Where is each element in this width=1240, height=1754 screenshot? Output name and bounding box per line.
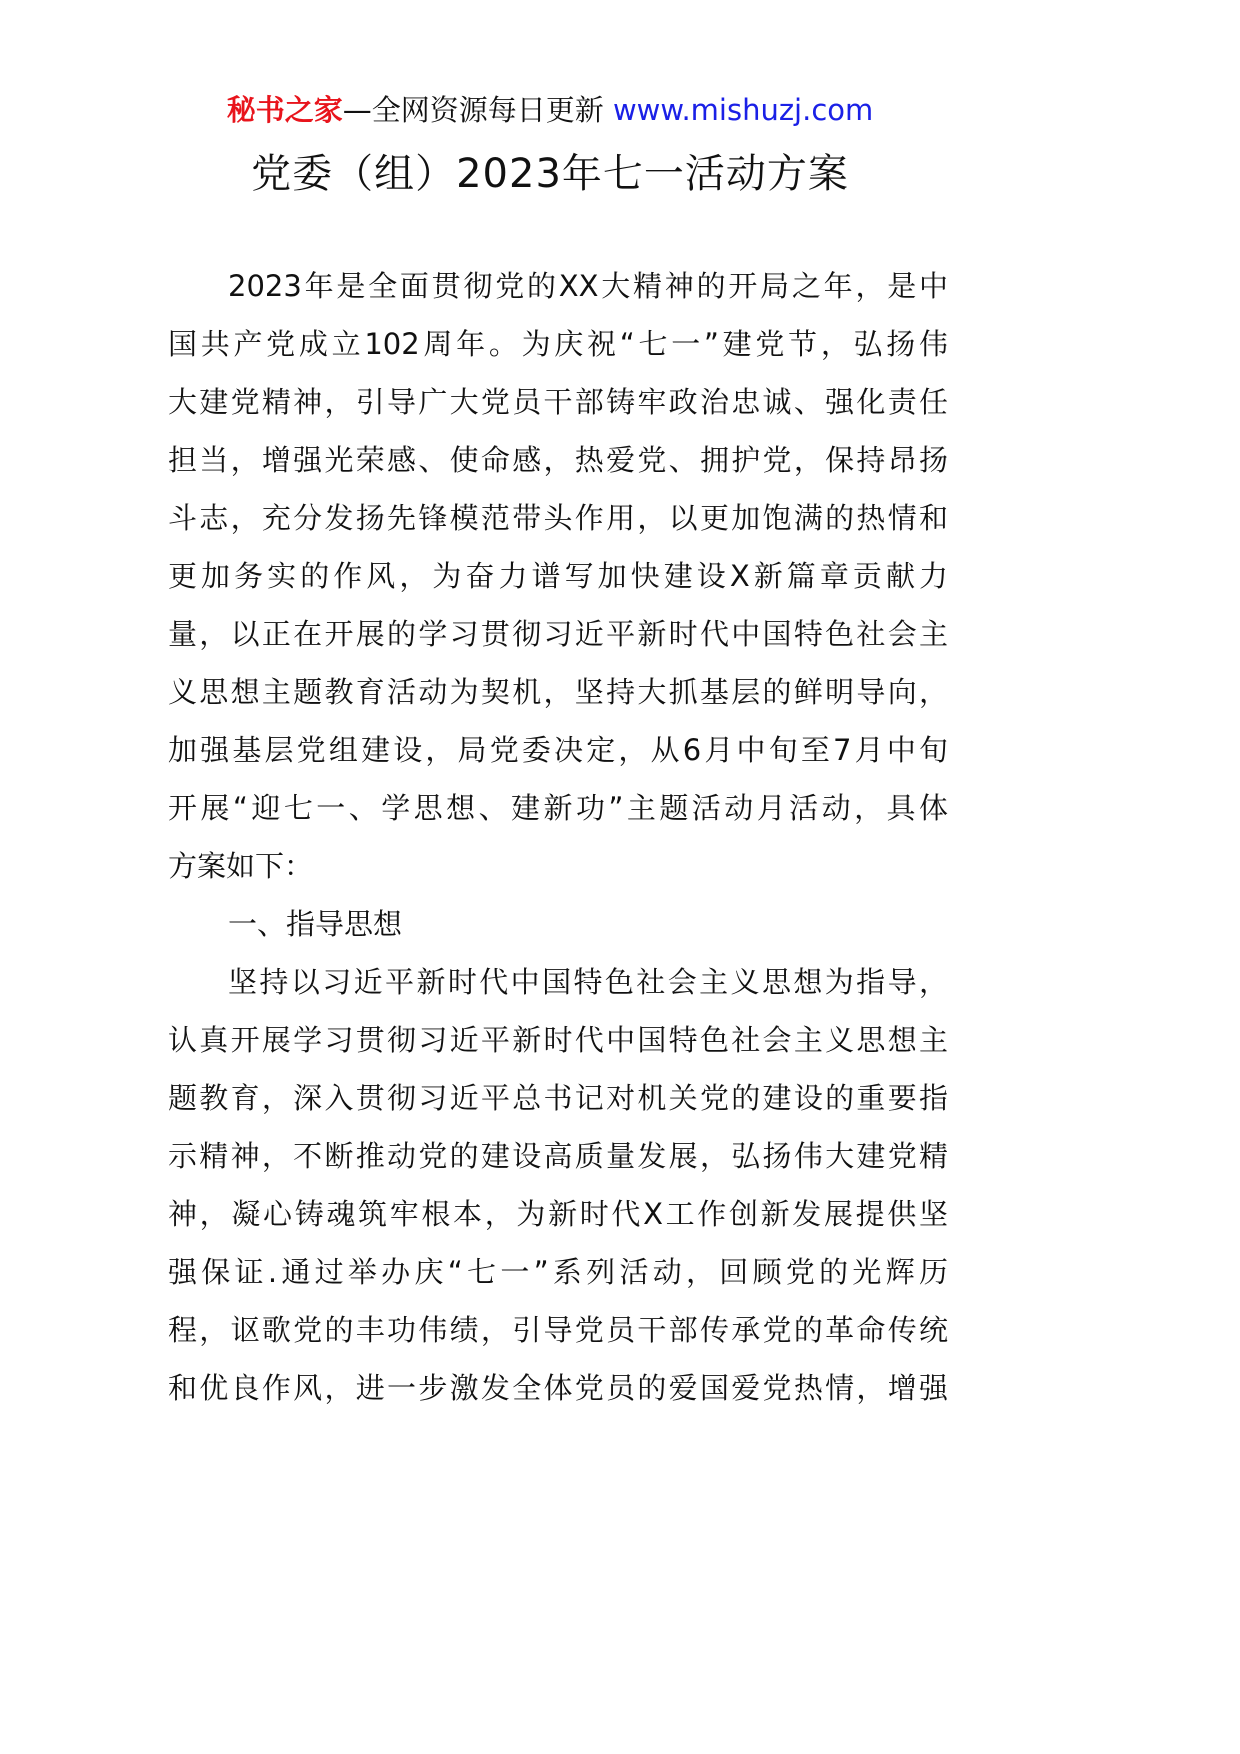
text-line: 认真开展学习贯彻习近平新时代中国特色社会主义思想主 <box>168 1023 948 1057</box>
text-line: 程，讴歌党的丰功伟绩，引导党员干部传承党的革命传统 <box>168 1313 948 1347</box>
text-line: 加强基层党组建设，局党委决定，从6月中旬至7月中旬 <box>168 733 948 767</box>
text-line: 量，以正在开展的学习贯彻习近平新时代中国特色社会主 <box>168 617 948 651</box>
text-line: 示精神，不断推动党的建设高质量发展，弘扬伟大建党精 <box>168 1139 948 1173</box>
text-line: 开展“迎七一、学思想、建新功”主题活动月活动，具体 <box>168 791 948 825</box>
text-line: 题教育，深入贯彻习近平总书记对机关党的建设的重要指 <box>168 1081 948 1115</box>
text-line: 国共产党成立102周年。为庆祝“七一”建党节，弘扬伟 <box>168 327 948 361</box>
brand-name: 秘书之家 <box>226 93 343 127</box>
text-line: 神，凝心铸魂筑牢根本，为新时代X工作创新发展提供坚 <box>168 1197 948 1231</box>
text-line: 更加务实的作风，为奋力谱写加快建设X新篇章贡献力 <box>168 559 948 593</box>
text-line: 强保证.通过举办庆“七一”系列活动，回顾党的光辉历 <box>168 1255 948 1289</box>
text-line: 坚持以习近平新时代中国特色社会主义思想为指导， <box>228 965 948 999</box>
document-body <box>168 257 948 1417</box>
site-header <box>0 90 1100 130</box>
text-line: 方案如下： <box>168 849 314 883</box>
text-line: 大建党精神，引导广大党员干部铸牢政治忠诚、强化责任 <box>168 385 948 419</box>
section-heading: 一、指导思想 <box>228 907 403 941</box>
text-line: 和优良作风，进一步激发全体党员的爱国爱党热情，增强 <box>168 1371 948 1405</box>
document-title: 党委（组）2023年七一活动方案 <box>251 151 849 197</box>
text-line: 斗志，充分发扬先锋模范带头作用，以更加饱满的热情和 <box>168 501 948 535</box>
header-slogan: —全网资源每日更新 <box>342 93 613 127</box>
site-url[interactable]: www.mishuzj.com <box>612 93 874 127</box>
text-line: 担当，增强光荣感、使命感，热爱党、拥护党，保持昂扬 <box>168 443 948 477</box>
text-line: 义思想主题教育活动为契机，坚持大抓基层的鲜明导向， <box>168 675 948 709</box>
text-line: 2023年是全面贯彻党的XX大精神的开局之年，是中 <box>228 269 948 303</box>
